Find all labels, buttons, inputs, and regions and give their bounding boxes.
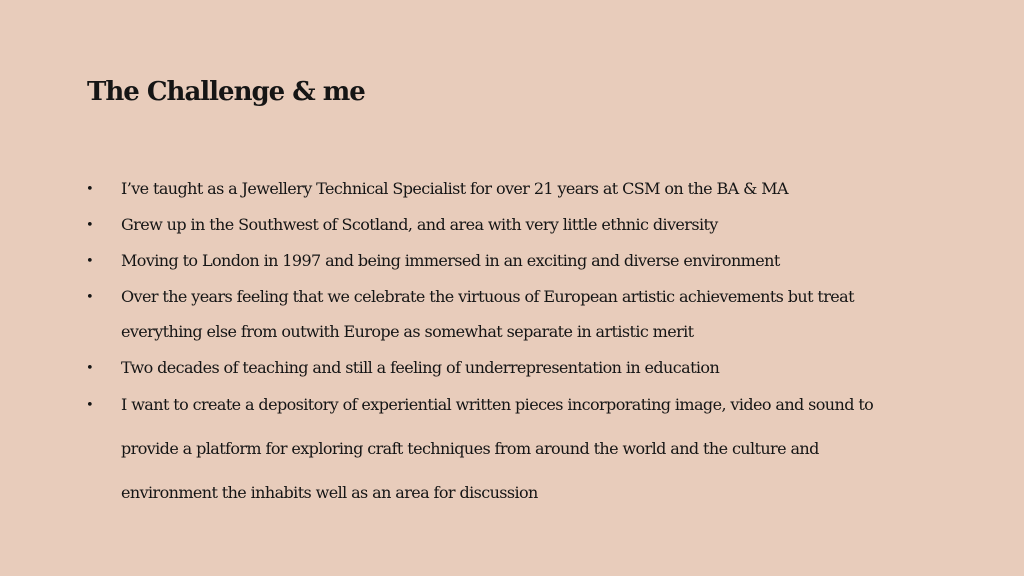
bullet-dot-icon: • [86,218,94,233]
bullet-dot-icon: • [86,254,94,269]
bullet-text-continued: environment the inhabits well as an area for discussion [121,483,538,502]
slide-title: The Challenge & me [87,77,365,107]
bullet-dot-icon: • [86,361,94,376]
bullet-text-continued: provide a platform for exploring craft techniques from around the world and the culture and [121,439,819,458]
bullet-text: Moving to London in 1997 and being immersed in an exciting and diverse environment [121,251,780,270]
bullet-text: Over the years feeling that we celebrate the virtuous of European artistic achievements but treat [121,287,854,306]
bullet-dot-icon: • [86,398,94,413]
bullet-text-continued: everything else from outwith Europe as somewhat separate in artistic merit [121,322,694,341]
bullet-text: Two decades of teaching and still a feeling of underrepresentation in education [121,358,720,377]
bullet-text: I’ve taught as a Jewellery Technical Specialist for over 21 years at CSM on the BA & MA [121,179,788,198]
bullet-dot-icon: • [86,182,94,197]
bullet-dot-icon: • [86,290,94,305]
bullet-text: I want to create a depository of experiential written pieces incorporating image, video and sound to [121,395,874,414]
bullet-text: Grew up in the Southwest of Scotland, and area with very little ethnic diversity [121,215,718,234]
